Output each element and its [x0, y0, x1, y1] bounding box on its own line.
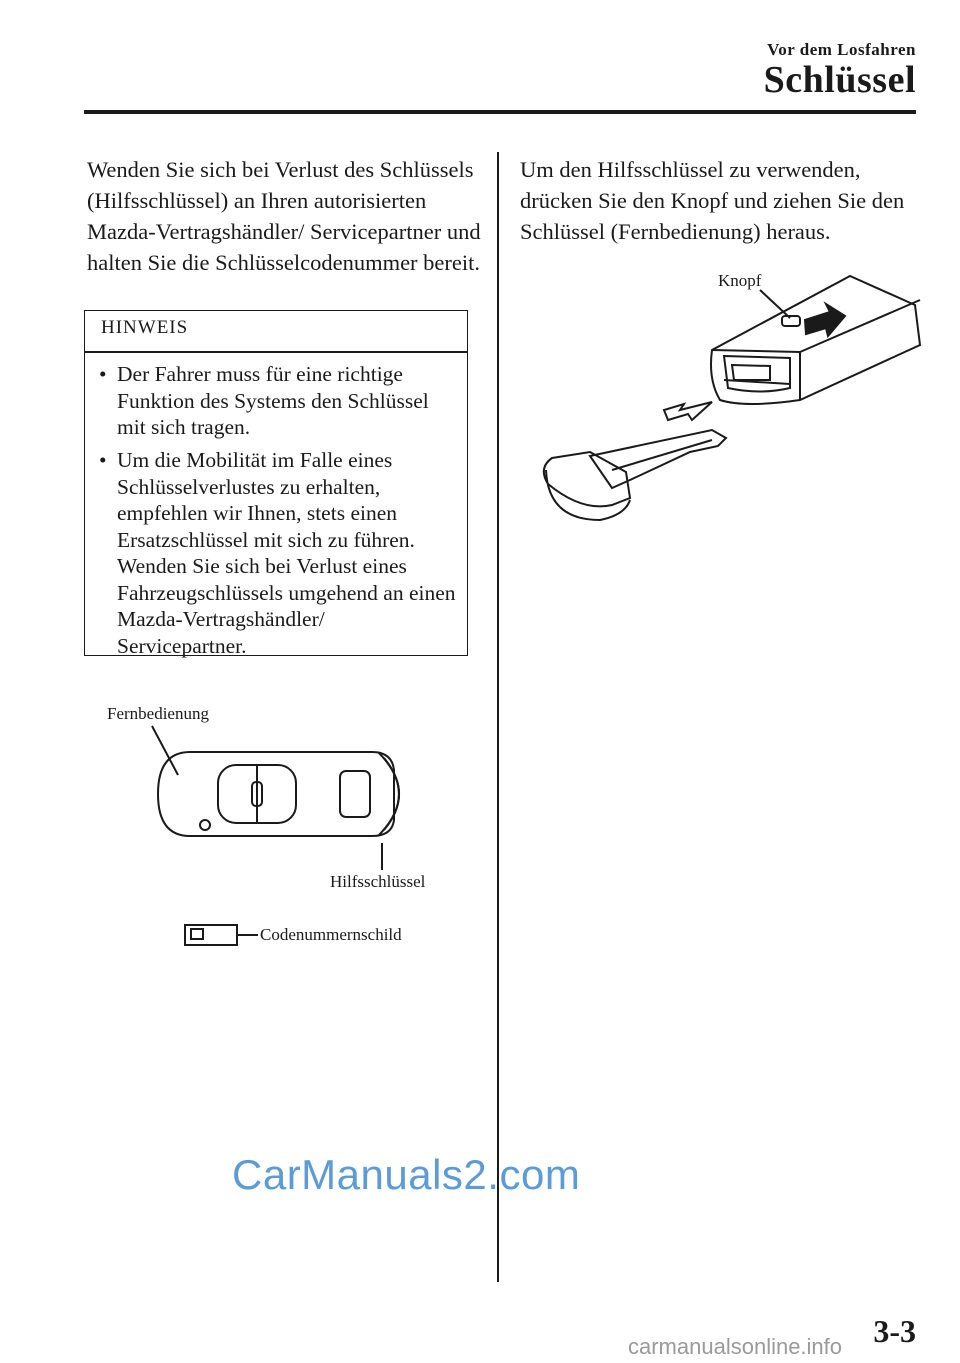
note-title: HINWEIS — [101, 317, 189, 338]
bullet-icon: • — [99, 448, 107, 472]
page-number: 3-3 — [873, 1313, 916, 1349]
intro-paragraph: Wenden Sie sich bei Verlust des Schlüssels (Hilfsschlüssel) an Ihren autorisierten Mazda-Vertragshändler/ Servicepartner und halten Sie die Schlüsselcodenummer bereit. — [87, 157, 481, 275]
site-footer: carmanualsonline.info — [628, 1334, 843, 1359]
label-aux-key: Hilfsschlüssel — [330, 872, 426, 891]
note-item-text: Der Fahrer muss für eine richtige Funktion des Systems den Schlüssel mit sich tragen. — [117, 362, 429, 439]
label-remote: Fernbedienung — [107, 704, 209, 723]
instruction-paragraph: Um den Hilfsschlüssel zu verwenden, drücken Sie den Knopf und ziehen Sie den Schlüssel (Fernbedienung) heraus. — [520, 157, 905, 244]
watermark: CarManuals2.com — [232, 1151, 581, 1198]
page-title: Schlüssel — [763, 59, 916, 101]
note-item-text: Um die Mobilität im Falle eines Schlüsselverlustes zu erhalten, empfehlen wir Ihnen, stets einen Ersatzschlüssel mit sich zu führen. Wenden Sie sich bei Verlust eines Fahrzeugschlüssels umgehend an einen Mazda-Vertragshändler/ Servicepartner. — [117, 448, 456, 658]
bullet-icon: • — [99, 362, 107, 386]
label-button: Knopf — [718, 271, 762, 290]
section-name: Vor dem Losfahren — [767, 40, 916, 59]
label-code-plate: Codenummernschild — [260, 925, 402, 944]
